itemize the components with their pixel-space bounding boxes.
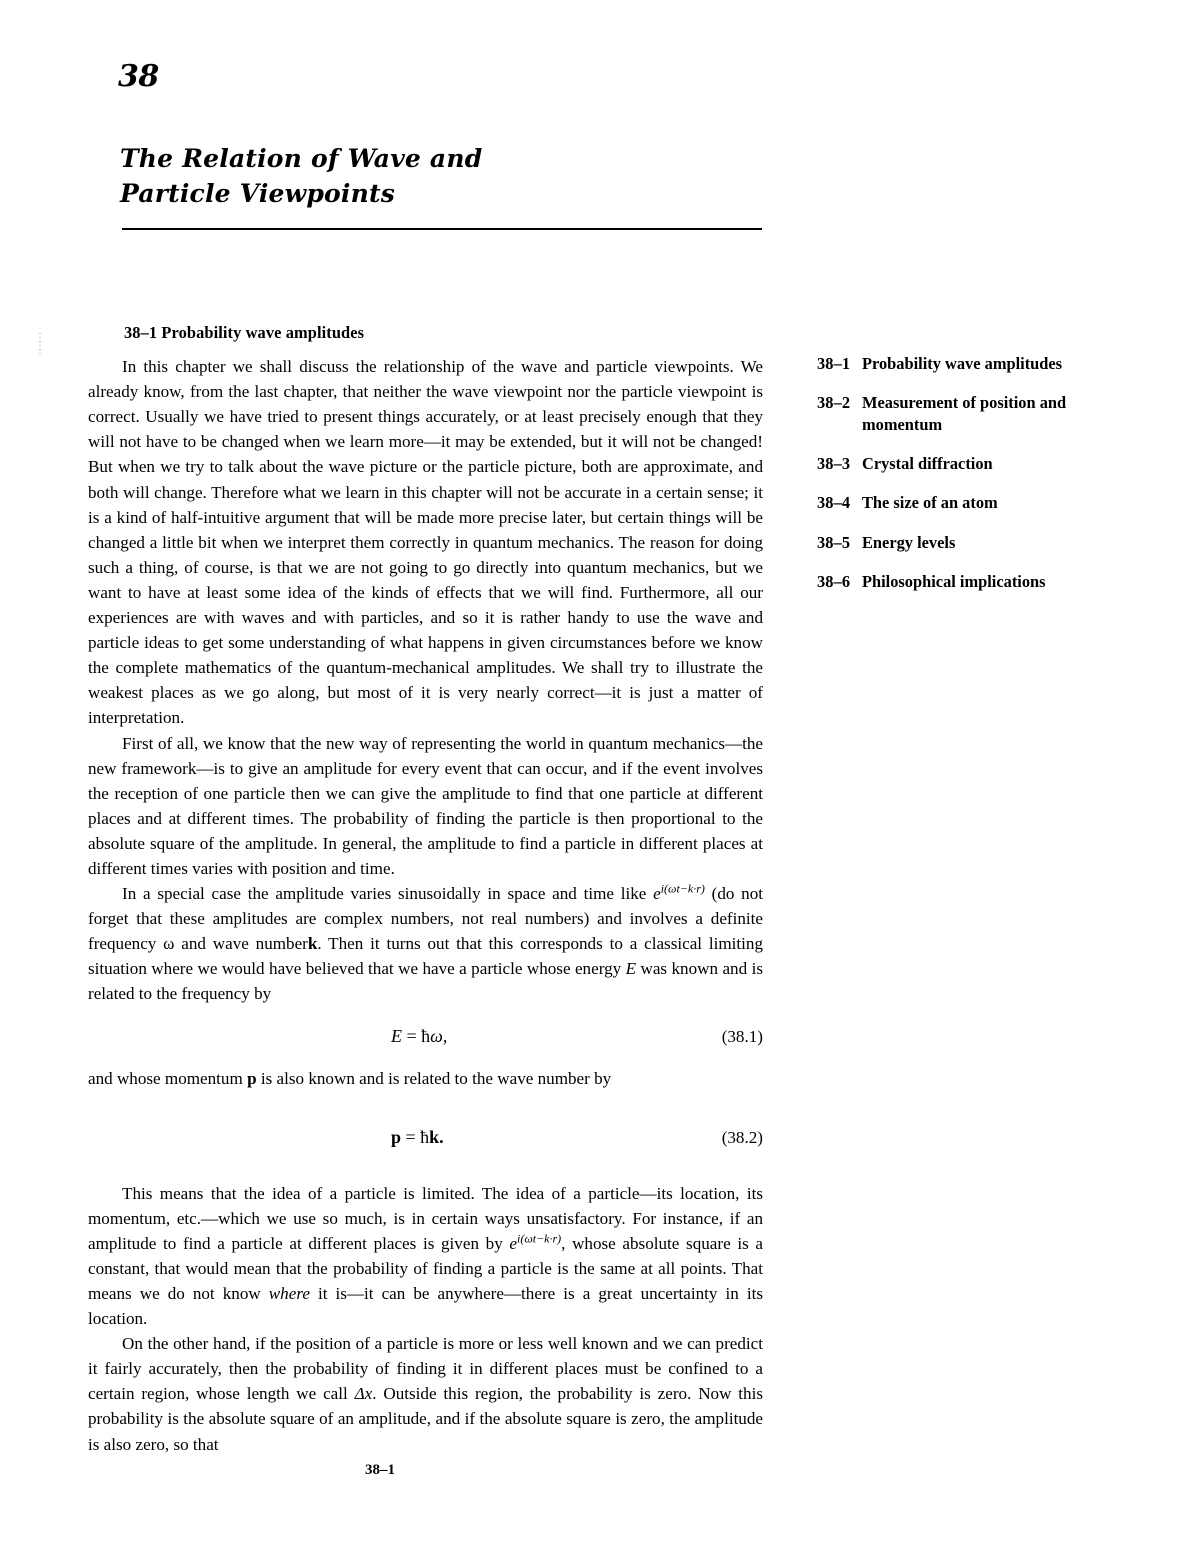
toc-item-label: The size of an atom bbox=[862, 493, 998, 513]
paragraph-4-pre: This means that the idea of a particle is limited. The idea of a particle—its location, its momentum, etc.—which we use so much, is in certain ways unsatisfactory. For instance, if an amplitude to find a particle at different places is given by bbox=[88, 1183, 763, 1253]
paragraph-5-pre: On the other hand, if the position of a particle is more or less well known and we can predict it fairly accurately, then the probability of finding it in different places must be confined to a certain region, whose length we call bbox=[88, 1334, 763, 1404]
toc-item-number: 38–4 bbox=[817, 493, 851, 513]
between-eq-post: is also known and is related to the wave number by bbox=[260, 1068, 612, 1088]
exp-sup-2: i(ωt−k·r) bbox=[517, 1231, 562, 1246]
toc-item-number: 38–6 bbox=[817, 571, 851, 591]
chapter-title bbox=[120, 142, 680, 211]
section-heading: 38–1 Probability wave amplitudes bbox=[124, 323, 365, 342]
chapter-number: 38 bbox=[118, 59, 159, 94]
paragraph-5 bbox=[88, 1331, 763, 1456]
toc-item-38-3[interactable] bbox=[817, 453, 1117, 474]
exp-base-2: e bbox=[509, 1233, 518, 1253]
main-text-column bbox=[88, 320, 763, 1457]
eq1-relation: = bbox=[406, 1025, 417, 1046]
eq1-omega: ω, bbox=[430, 1025, 448, 1046]
energy-symbol-E: E bbox=[625, 959, 637, 979]
paragraph-5-post: . Outside this region, the probability is zero. Now this probability is the absolute square of an amplitude, and if the absolute square is zero, the amplitude is also zero, so that bbox=[88, 1384, 763, 1454]
scan-artifact-speck bbox=[39, 333, 41, 355]
paragraph-1-text: In this chapter we shall discuss the relationship of the wave and particle viewpoints. We already know, from the last chapter, that neither the wave viewpoint nor the particle viewpoint is correct. Usually we have tried to present things accurately, or at least precisely enough that they will not have to be changed when we learn more—it may be extended, but it will not be changed! But when we try to talk about the wave picture or the particle picture, both are approximate, and both will change. Therefore what we learn in this chapter will not be accurate in a certain sense; it is a kind of half-intuitive argument that will be made more precise later, but certain things will be changed a little bit when we interpret them correctly in quantum mechanics. The reason for doing such a thing, of course, is that we are not going to go directly into quantum mechanics, but we want to have at least some idea of the kinds of effects that we will find. Furthermore, all our experiences are with waves and with particles, and so it is rather handy to use the wave and particle ideas to get some understanding of what happens in given circumstances before we know the complete mathematics of the quantum-mechanical amplitudes. We shall try to illustrate the weakest places as we go along, but most of it is very nearly correct—it is just a matter of interpretation. bbox=[88, 357, 763, 728]
between-eq-pre: and whose momentum bbox=[88, 1068, 243, 1088]
page-footer bbox=[0, 1462, 1200, 1479]
paragraph-2-text: First of all, we know that the new way of representing the world in quantum mechanics—the new framework—is to give an amplitude for every event that can occur, and if the event involves the reception of one particle then we can give the amplitude to find that one particle at different places and at different times. The probability of finding the particle is then proportional to the absolute square of the amplitude. In general, the amplitude to find a particle in different places at different times varies with position and time. bbox=[88, 733, 763, 878]
exp-base-1: e bbox=[653, 884, 661, 904]
paragraph-3 bbox=[88, 881, 763, 1006]
toc-item-38-5[interactable] bbox=[817, 532, 1117, 553]
paragraph-3-tail2: was known and is related to the frequency by bbox=[88, 959, 763, 1004]
eq1-lhs: E bbox=[391, 1025, 402, 1046]
exp-sup-1: i(ωt−k·r) bbox=[660, 881, 705, 896]
toc-item-label: Energy levels bbox=[862, 532, 956, 552]
toc-item-number: 38–3 bbox=[817, 453, 851, 473]
equation-38-1-number: (38.1) bbox=[721, 1026, 763, 1046]
eq2-hbar: ħ bbox=[420, 1126, 430, 1147]
paragraph-1 bbox=[88, 354, 763, 730]
toc-item-number: 38–2 bbox=[817, 393, 851, 413]
delta-x-symbol: Δx bbox=[354, 1384, 373, 1404]
paragraph-3-pre: In a special case the amplitude varies sinusoidally in space and time like bbox=[122, 884, 647, 904]
eq1-hbar: ħ bbox=[421, 1025, 431, 1046]
emphasis-where: where bbox=[268, 1284, 310, 1303]
chapter-title-line-1: The Relation of Wave and bbox=[120, 144, 483, 173]
equation-38-1-body bbox=[391, 1024, 447, 1049]
eq2-lhs: p bbox=[391, 1126, 402, 1147]
equation-38-2 bbox=[88, 1125, 763, 1151]
equation-38-1 bbox=[88, 1024, 763, 1050]
exponential-amplitude-inline-1 bbox=[653, 881, 705, 904]
toc-item-label: Crystal diffraction bbox=[862, 453, 993, 473]
paragraph-between-equations bbox=[88, 1066, 763, 1091]
toc-item-38-2[interactable] bbox=[817, 392, 1117, 435]
toc-item-label: Probability wave amplitudes bbox=[862, 354, 1063, 373]
paragraph-4 bbox=[88, 1181, 763, 1332]
toc-item-38-1[interactable] bbox=[817, 353, 1117, 374]
equation-38-2-number: (38.2) bbox=[721, 1127, 763, 1147]
exponential-amplitude-inline-2 bbox=[509, 1231, 562, 1253]
toc-item-number: 38–5 bbox=[817, 532, 851, 552]
eq2-k: k. bbox=[429, 1126, 444, 1147]
eq2-relation: = bbox=[405, 1126, 416, 1147]
chapter-title-line-2: Particle Viewpoints bbox=[120, 178, 396, 208]
paragraph-4-post: , whose absolute square is a constant, that would mean that the probability of finding a particle is the same at all points. That means we do not know bbox=[88, 1233, 763, 1303]
toc-item-label: Philosophical implications bbox=[862, 571, 1046, 591]
equation-38-2-body bbox=[391, 1125, 444, 1150]
toc-item-label: Measurement of position and momentum bbox=[862, 393, 1067, 434]
wave-number-symbol-k: k bbox=[307, 934, 318, 954]
paragraph-3-tail: . Then it turns out that this corresponds to a classical limiting situation where we would have believed that we have a particle whose energy bbox=[88, 934, 763, 979]
paragraph-3-post: (do not forget that these amplitudes are complex numbers, not real numbers) and involves a definite frequency ω and wave number bbox=[88, 884, 764, 954]
chapter-table-of-contents bbox=[817, 353, 1117, 610]
page-number-label: 38–1 bbox=[365, 1462, 395, 1478]
paragraph-2 bbox=[88, 731, 763, 882]
toc-item-38-6[interactable] bbox=[817, 571, 1117, 592]
toc-item-number: 38–1 bbox=[817, 354, 851, 373]
momentum-symbol-p: p bbox=[247, 1068, 257, 1088]
paragraph-4-tail: it is—it can be anywhere—there is a great uncertainty in its location. bbox=[88, 1284, 764, 1329]
toc-item-38-4[interactable] bbox=[817, 492, 1117, 513]
title-divider-rule bbox=[122, 228, 762, 230]
